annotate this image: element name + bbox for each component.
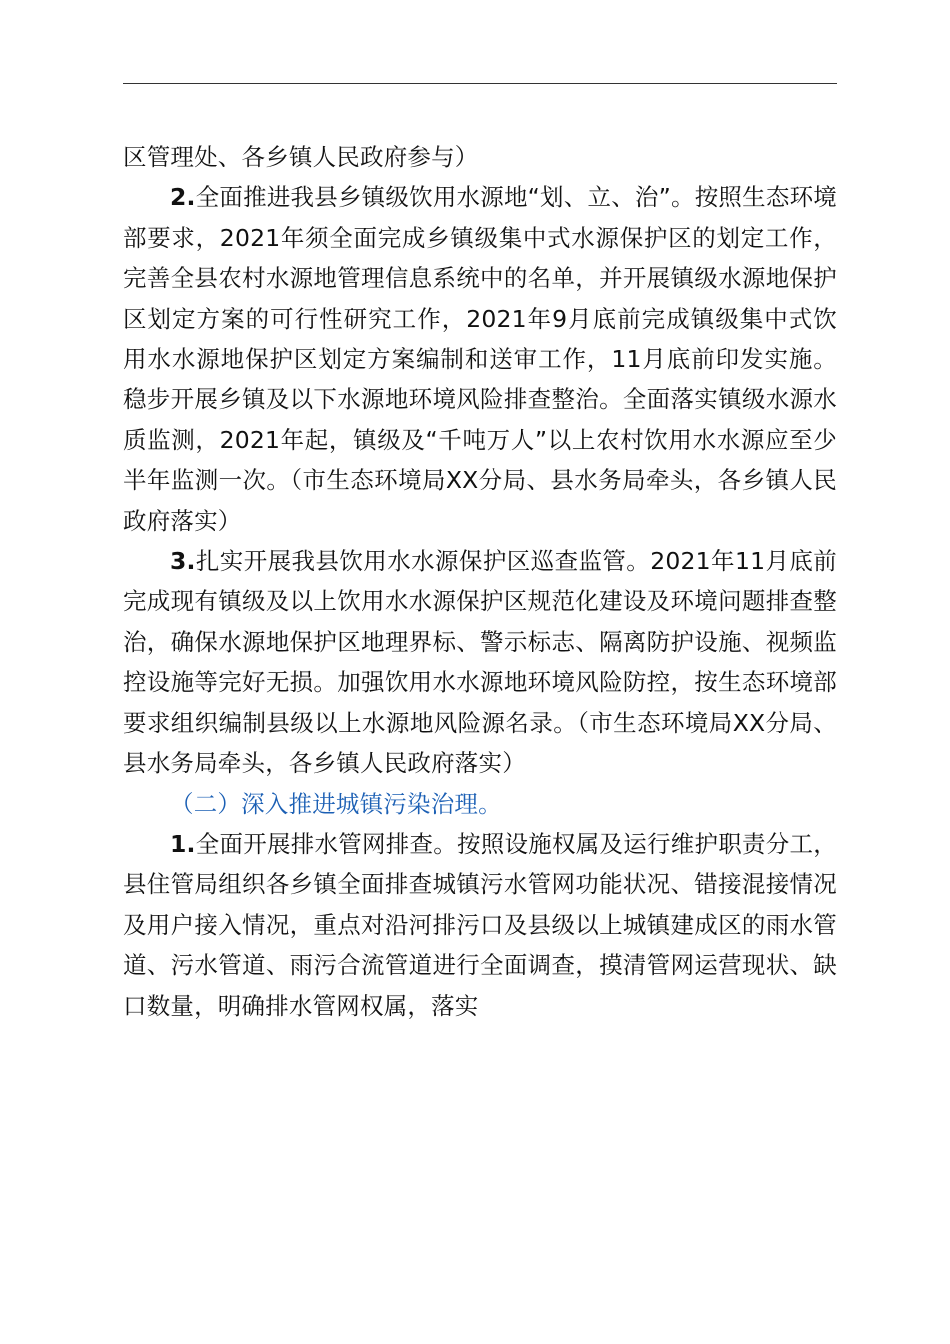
paragraph-text: 全面开展排水管网排查。按照设施权属及运行维护职责分工，县住管局组织各乡镇全面排查城镇污水管网功能状况、错接混接情况及用户接入情况，重点对沿河排污口及县级以上城镇建成区的雨水管道、污水管道、雨污合流管道进行全面调查，摸清管网运营现状、缺口数量，明确排水管网权属，落实 <box>123 829 837 1020</box>
item-title: 全面推进我县乡镇级饮用水源地“划、立、治” <box>195 183 671 212</box>
section-heading: （二）深入推进城镇污染治理。 <box>170 789 502 818</box>
paragraph-text: 。按照生态环境部要求，2021年须全面完成乡镇级集中式水源保护区的划定工作，完善全县农村水源地管理信息系统中的名单，并开展镇级水源地保护区划定方案的可行性研究工作，2021年9月底前完成镇级集中式饮用水水源地保护区划定方案编制和送审工作，11月底前印发实施。稳步开展乡镇及以下水源地环境风险排查整治。全面落实镇级水源水质监测，2021年起，镇级及“千吨万人”以上农村饮用水水源应至少半年监测一次。（市生态环境局XX分局、县水务局牵头，各乡镇人民政府落实） <box>123 183 837 535</box>
paragraph-item-3 <box>123 541 837 783</box>
item-number: 1. <box>170 829 196 858</box>
paragraph-continuation <box>123 137 837 177</box>
header-rule <box>123 83 837 84</box>
paragraph-item-2 <box>123 177 837 541</box>
paragraph-text: 扎实开展我县饮用水水源保护区巡查监管。2021年11月底前完成现有镇级及以上饮用水水源保护区规范化建设及环境问题排查整治，确保水源地保护区地理界标、警示标志、隔离防护设施、视频监控设施等完好无损。加强饮用水水源地环境风险防控，按生态环境部要求组织编制县级以上水源地风险源名录。（市生态环境局XX分局、县水务局牵头，各乡镇人民政府落实） <box>123 547 837 778</box>
paragraph-item-1 <box>123 824 837 1026</box>
document-body <box>123 137 837 1026</box>
item-number: 3. <box>170 547 196 576</box>
item-number: 2. <box>170 183 196 212</box>
paragraph-text: 区管理处、各乡镇人民政府参与） <box>123 143 479 171</box>
